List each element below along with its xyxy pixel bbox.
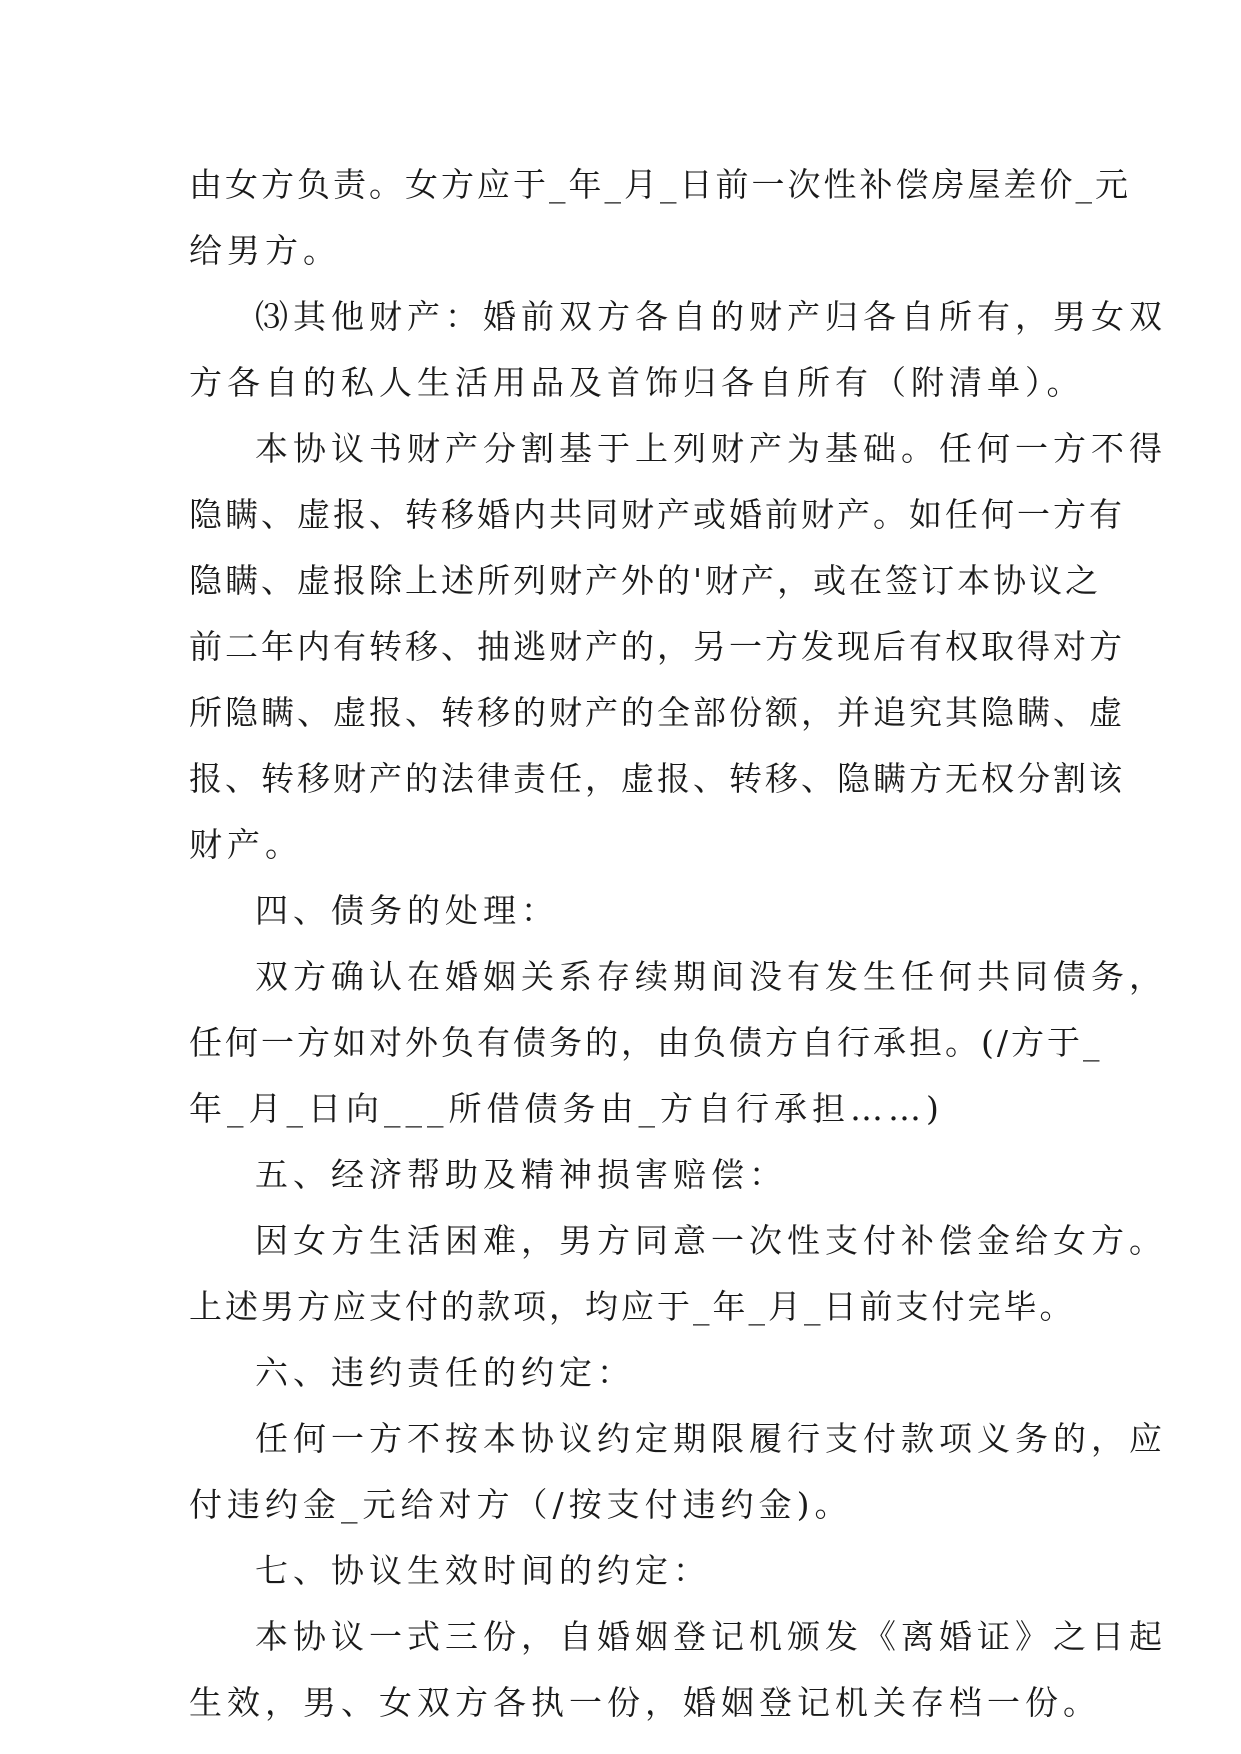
paragraph-line: 给男方。 (189, 231, 341, 270)
document-body (189, 152, 1167, 1736)
paragraph-line: 由女方负责。女方应于_年_月_日前一次性补偿房屋差价_元 (189, 165, 1131, 204)
paragraph-line: 任何一方不按本协议约定期限履行支付款项义务的，应 (255, 1419, 1167, 1458)
paragraph-line: 双方确认在婚姻关系存续期间没有发生任何共同债务， (255, 957, 1167, 996)
paragraph-line: 所隐瞒、虚报、转移的财产的全部份额，并追究其隐瞒、虚 (189, 693, 1125, 732)
paragraph-line: 因女方生活困难，男方同意一次性支付补偿金给女方。 (255, 1221, 1167, 1260)
paragraph-line: 报、转移财产的法律责任，虚报、转移、隐瞒方无权分割该 (189, 759, 1125, 798)
paragraph-line: 隐瞒、虚报、转移婚内共同财产或婚前财产。如任何一方有 (189, 495, 1125, 534)
section-heading: 七、协议生效时间的约定： (255, 1551, 711, 1590)
paragraph-line: ⑶其他财产：婚前双方各自的财产归各自所有，男女双 (255, 297, 1167, 336)
paragraph-line: 本协议一式三份，自婚姻登记机颁发《离婚证》之日起 (255, 1617, 1167, 1656)
paragraph-line: 财产。 (189, 825, 303, 864)
paragraph-line: 生效，男、女双方各执一份，婚姻登记机关存档一份。 (189, 1683, 1101, 1722)
section-heading: 五、经济帮助及精神损害赔偿： (255, 1155, 787, 1194)
paragraph-line: 隐瞒、虚报除上述所列财产外的'财产，或在签订本协议之 (189, 561, 1102, 600)
paragraph-line: 前二年内有转移、抽逃财产的，另一方发现后有权取得对方 (189, 627, 1125, 666)
paragraph-line: 付违约金_元给对方（/按支付违约金)。 (189, 1485, 853, 1524)
paragraph-line: 任何一方如对外负有债务的，由负债方自行承担。(/方于_ (189, 1023, 1103, 1062)
section-heading: 六、违约责任的约定： (255, 1353, 635, 1392)
section-heading: 四、债务的处理： (255, 891, 559, 930)
paragraph-line: 方各自的私人生活用品及首饰归各自所有（附清单）。 (189, 363, 1085, 402)
paragraph-line: 年_月_日向___所借债务由_方自行承担……) (189, 1089, 944, 1128)
paragraph-line: 上述男方应支付的款项，均应于_年_月_日前支付完毕。 (189, 1287, 1076, 1326)
paragraph-line: 本协议书财产分割基于上列财产为基础。任何一方不得 (255, 429, 1167, 468)
